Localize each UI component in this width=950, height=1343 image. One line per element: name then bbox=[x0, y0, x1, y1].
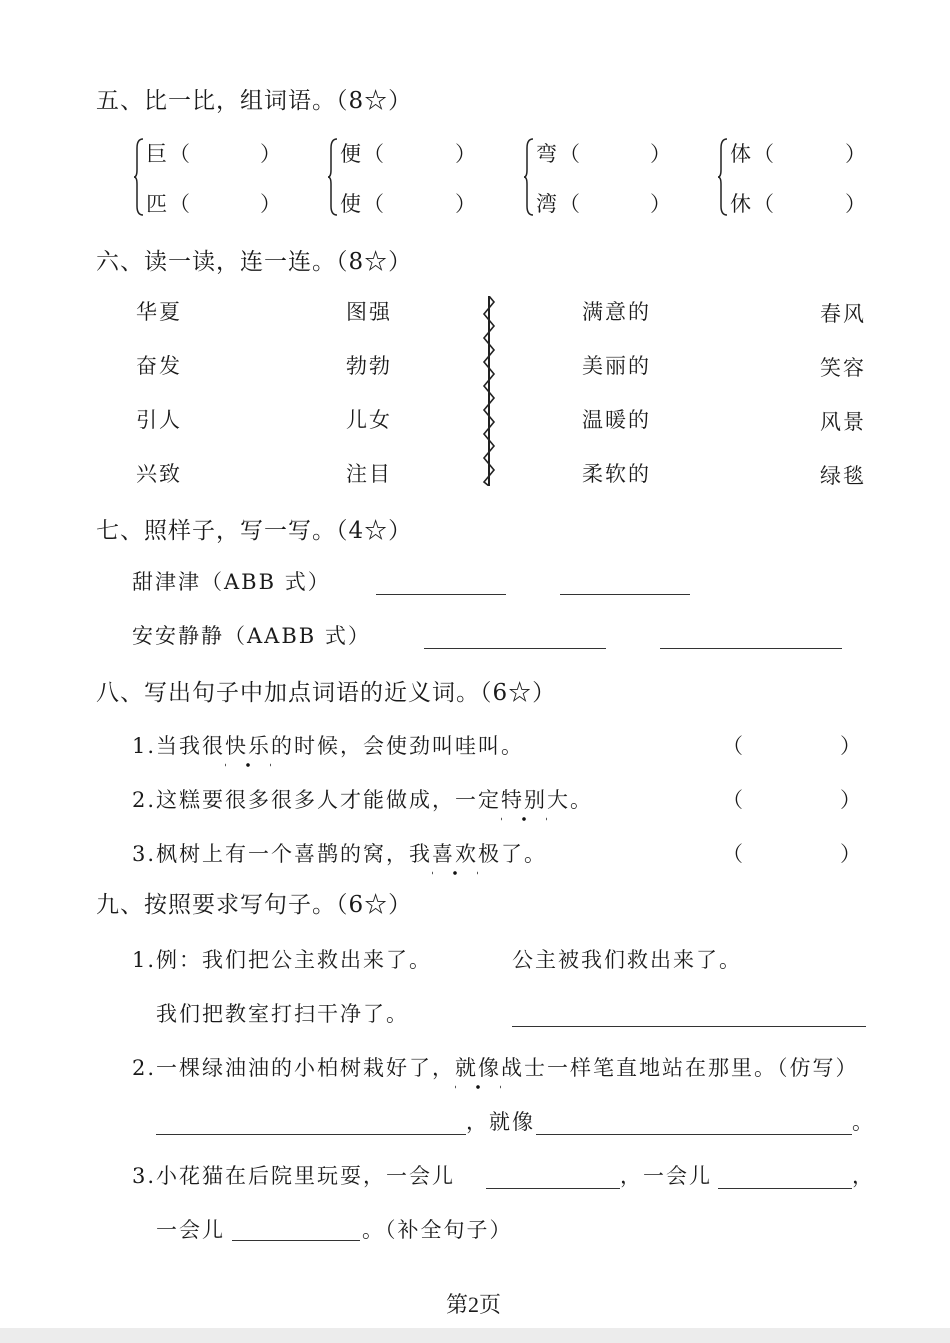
word-bottom: 湾（ bbox=[536, 192, 582, 216]
word-top: 便（ bbox=[340, 142, 386, 166]
paren-close: ） bbox=[650, 142, 673, 166]
match-right-word: 满意的 bbox=[582, 300, 651, 324]
brace-icon bbox=[524, 138, 534, 216]
answer-line bbox=[512, 1026, 866, 1027]
example-answer: 公主被我们救出来了。 bbox=[512, 948, 742, 972]
sentence-1 bbox=[132, 730, 524, 760]
match-right-word: 美丽的 bbox=[582, 354, 651, 378]
brace-icon bbox=[718, 138, 728, 216]
sentence-text: 极了。 bbox=[478, 842, 548, 866]
word-top: 弯（ bbox=[536, 142, 582, 166]
section7-title: 七、照样子，写一写。（4☆） bbox=[96, 518, 413, 544]
match-left-target: 勃勃 bbox=[346, 354, 392, 378]
match-right-word: 柔软的 bbox=[582, 462, 651, 486]
dotted-word: 就像 bbox=[455, 1052, 501, 1082]
match-right-word: 温暖的 bbox=[582, 408, 651, 432]
answer-line bbox=[424, 648, 606, 649]
sentence-text: 3.枫树上有一个喜鹊的窝，我 bbox=[132, 842, 433, 866]
sentence-text: 1.当我很 bbox=[132, 734, 226, 758]
sentence-3 bbox=[132, 838, 547, 868]
answer-line bbox=[560, 594, 690, 595]
completion-text: 一会儿 bbox=[156, 1218, 225, 1242]
match-left-word: 引人 bbox=[136, 408, 182, 432]
section8-title: 八、写出句子中加点词语的近义词。（6☆） bbox=[96, 680, 557, 706]
match-right-target: 笑容 bbox=[820, 356, 866, 380]
paren-close: ） bbox=[455, 192, 478, 216]
match-left-word: 奋发 bbox=[136, 354, 182, 378]
word-bottom: 匹（ bbox=[146, 192, 192, 216]
paren-close: ） bbox=[650, 192, 673, 216]
period-text: 。 bbox=[852, 1110, 875, 1134]
section6-title: 六、读一读，连一连。（8☆） bbox=[96, 249, 413, 275]
sentence-text: 大。 bbox=[547, 788, 594, 812]
imitation-sentence bbox=[132, 1052, 859, 1082]
section9-title: 九、按照要求写句子。（6☆） bbox=[96, 892, 413, 918]
paren-open: （ bbox=[722, 788, 745, 812]
paren-close: ） bbox=[260, 142, 283, 166]
paren-close: ） bbox=[840, 734, 863, 758]
paren-close: ） bbox=[455, 142, 478, 166]
sentence-text: 的时候，会使劲叫哇叫。 bbox=[271, 734, 525, 758]
match-left-target: 图强 bbox=[346, 300, 392, 324]
completion-text: ，一会儿 bbox=[620, 1164, 712, 1188]
task-sentence: 我们把教室打扫干净了。 bbox=[156, 1002, 409, 1026]
completion-text: 3.小花猫在后院里玩耍，一会儿 bbox=[132, 1164, 456, 1188]
bottom-bar bbox=[0, 1328, 950, 1343]
answer-line bbox=[718, 1188, 852, 1189]
paren-close: ） bbox=[840, 842, 863, 866]
answer-line bbox=[376, 594, 506, 595]
word-top: 体（ bbox=[730, 142, 776, 166]
sentence-2 bbox=[132, 784, 593, 814]
answer-line bbox=[232, 1240, 360, 1241]
paren-close: ） bbox=[260, 192, 283, 216]
match-right-target: 绿毯 bbox=[820, 464, 866, 488]
example-sentence: 1.例：我们把公主救出来了。 bbox=[132, 948, 433, 972]
paren-close: ） bbox=[845, 192, 868, 216]
abb-example: 甜津津（ABB 式） bbox=[132, 570, 331, 594]
dotted-word: 快乐 bbox=[225, 730, 271, 760]
word-top: 巨（ bbox=[146, 142, 192, 166]
word-bottom: 使（ bbox=[340, 192, 386, 216]
answer-line bbox=[660, 648, 842, 649]
paren-close: ） bbox=[840, 788, 863, 812]
completion-text: 。（补全句子） bbox=[362, 1218, 513, 1242]
sentence-text: 2.一棵绿油油的小柏树栽好了， bbox=[132, 1056, 456, 1080]
match-left-target: 儿女 bbox=[346, 408, 392, 432]
completion-text: ， bbox=[852, 1164, 875, 1188]
paren-open: （ bbox=[722, 734, 745, 758]
word-bottom: 休（ bbox=[730, 192, 776, 216]
section5-title: 五、比一比，组词语。（8☆） bbox=[96, 88, 413, 114]
connector-text: ，就像 bbox=[466, 1110, 535, 1134]
dotted-word: 喜欢 bbox=[432, 838, 478, 868]
dotted-word: 特别 bbox=[501, 784, 547, 814]
sentence-text: 战士一样笔直地站在那里。（仿写） bbox=[501, 1056, 859, 1080]
page-number: 第2页 bbox=[446, 1292, 502, 1317]
paren-open: （ bbox=[722, 842, 745, 866]
answer-line bbox=[156, 1134, 466, 1135]
match-left-word: 华夏 bbox=[136, 300, 182, 324]
sentence-text: 2.这糕要很多很多人才能做成，一定 bbox=[132, 788, 502, 812]
decorative-divider bbox=[482, 296, 496, 486]
match-right-target: 春风 bbox=[820, 302, 866, 326]
answer-line bbox=[486, 1188, 620, 1189]
match-left-word: 兴致 bbox=[136, 462, 182, 486]
brace-icon bbox=[328, 138, 338, 216]
brace-icon bbox=[134, 138, 144, 216]
answer-line bbox=[536, 1134, 852, 1135]
paren-close: ） bbox=[845, 142, 868, 166]
match-left-target: 注目 bbox=[346, 462, 392, 486]
match-right-target: 风景 bbox=[820, 410, 866, 434]
aabb-example: 安安静静（AABB 式） bbox=[132, 624, 371, 648]
